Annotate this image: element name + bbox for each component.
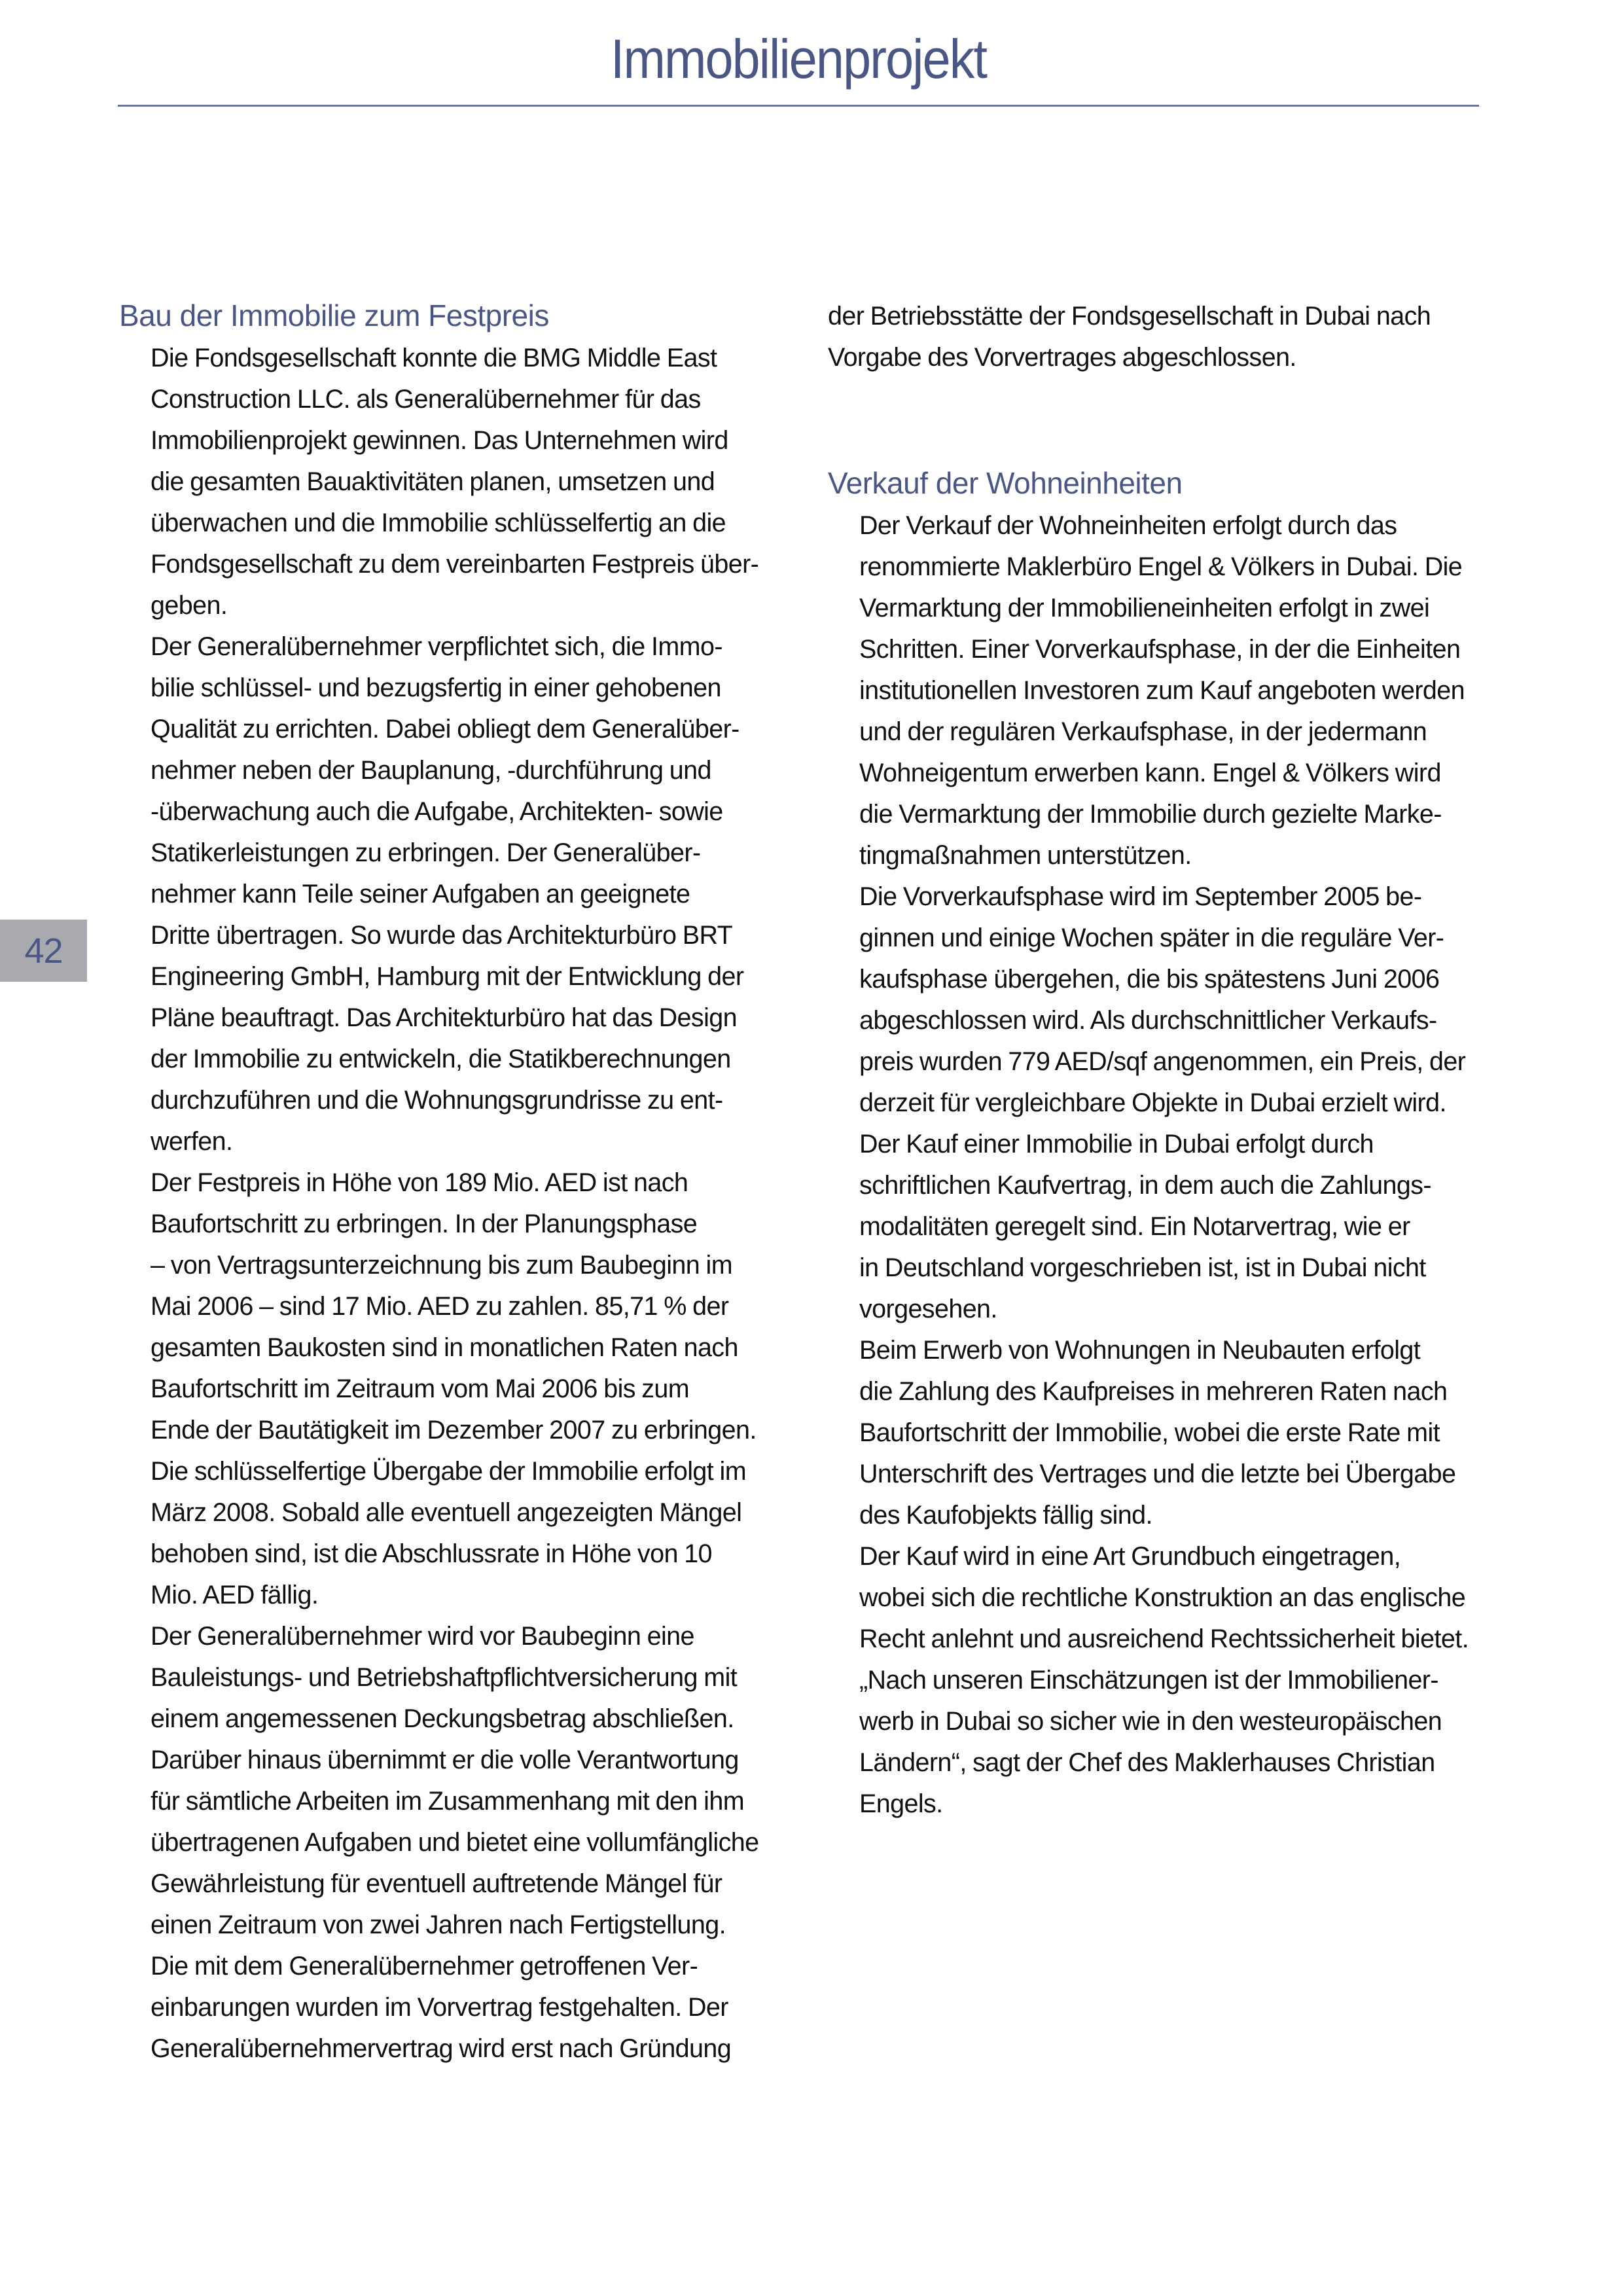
body-paragraph	[119, 626, 787, 1162]
body-paragraph	[828, 1330, 1495, 1536]
text-line: Die Vorverkaufsphase wird im September 2005 be-	[859, 882, 1422, 911]
body-paragraph	[828, 1124, 1495, 1330]
text-line: die Zahlung des Kaufpreises in mehreren Raten nach	[859, 1377, 1448, 1406]
text-line: einen Zeitraum von zwei Jahren nach Fertigstellung.	[151, 1910, 726, 1939]
text-line: Mai 2006 – sind 17 Mio. AED zu zahlen. 85,71 % der	[151, 1292, 729, 1321]
left-column	[119, 296, 787, 2070]
text-line: Die mit dem Generalübernehmer getroffenen Ver-	[151, 1952, 698, 1981]
text-line: wobei sich die rechtliche Konstruktion an das englische	[859, 1583, 1466, 1612]
text-line: Schritten. Einer Vorverkaufsphase, in der die Einheiten	[859, 635, 1461, 664]
section-heading-festpreis: Bau der Immobilie zum Festpreis	[119, 298, 549, 332]
text-line: nehmer neben der Bauplanung, -durchführung und	[151, 756, 711, 785]
right-column	[828, 296, 1495, 1825]
body-paragraph	[828, 876, 1495, 1124]
text-line: Der Generalübernehmer verpflichtet sich, die Immo-	[151, 632, 722, 661]
text-line: gesamten Baukosten sind in monatlichen Raten nach	[151, 1333, 738, 1362]
text-line: Der Generalübernehmer wird vor Baubeginn eine	[151, 1622, 694, 1651]
text-line: und der regulären Verkaufsphase, in der jedermann	[859, 717, 1427, 746]
text-line: renommierte Maklerbüro Engel & Völkers in Dubai. Die	[859, 552, 1463, 581]
right-paragraphs	[828, 505, 1495, 1825]
text-line: die Vermarktung der Immobilie durch gezielte Marke-	[859, 800, 1442, 829]
text-line: kaufsphase übergehen, die bis spätestens Juni 2006	[859, 965, 1440, 994]
body-paragraph	[119, 1616, 787, 1946]
text-line: überwachen und die Immobilie schlüsselfertig an die	[151, 509, 726, 537]
text-line: Baufortschritt der Immobilie, wobei die erste Rate mit	[859, 1418, 1440, 1447]
body-paragraph	[119, 1946, 787, 2070]
text-line: Die Fondsgesellschaft konnte die BMG Middle East	[151, 344, 717, 372]
text-line: bilie schlüssel- und bezugsfertig in einer gehobenen	[151, 673, 721, 702]
text-line: Recht anlehnt und ausreichend Rechtssicherheit bietet.	[859, 1624, 1469, 1653]
text-line: tingmaßnahmen unterstützen.	[859, 841, 1192, 870]
page-number-box	[0, 920, 87, 982]
body-paragraph	[828, 296, 1495, 378]
text-line: Bauleistungs- und Betriebshaftpflichtversicherung mit	[151, 1663, 738, 1692]
body-paragraph	[828, 1536, 1495, 1825]
text-line: Generalübernehmervertrag wird erst nach Gründung	[151, 2034, 732, 2063]
text-line: Engels.	[859, 1789, 943, 1818]
text-line: Vorgabe des Vorvertrages abgeschlossen.	[828, 343, 1296, 372]
text-line: Der Verkauf der Wohneinheiten erfolgt durch das	[859, 511, 1397, 540]
text-line: geben.	[151, 591, 228, 620]
text-line: werfen.	[151, 1127, 233, 1156]
text-line: abgeschlossen wird. Als durchschnittlicher Verkaufs-	[859, 1006, 1437, 1035]
text-line: derzeit für vergleichbare Objekte in Dubai erzielt wird.	[859, 1088, 1446, 1117]
text-line: modalitäten geregelt sind. Ein Notarvertrag, wie er	[859, 1212, 1410, 1241]
body-paragraph	[119, 338, 787, 626]
text-line: nehmer kann Teile seiner Aufgaben an geeignete	[151, 880, 690, 908]
text-line: Engineering GmbH, Hamburg mit der Entwicklung der	[151, 962, 744, 991]
text-line: durchzuführen und die Wohnungsgrundrisse zu ent-	[151, 1086, 723, 1115]
text-line: Statikerleistungen zu erbringen. Der Generalüber-	[151, 838, 701, 867]
text-line: institutionellen Investoren zum Kauf angeboten werden	[859, 676, 1465, 705]
text-line: -überwachung auch die Aufgabe, Architekten- sowie	[151, 797, 723, 826]
body-paragraph	[119, 1162, 787, 1616]
text-line: Construction LLC. als Generalübernehmer für das	[151, 385, 701, 414]
text-line: Ende der Bautätigkeit im Dezember 2007 zu erbringen.	[151, 1416, 757, 1444]
text-line: Baufortschritt zu erbringen. In der Planungsphase	[151, 1210, 698, 1238]
text-line: Der Kauf einer Immobilie in Dubai erfolgt durch	[859, 1130, 1374, 1158]
text-line: Fondsgesellschaft zu dem vereinbarten Festpreis über-	[151, 550, 759, 579]
text-line: schriftlichen Kaufvertrag, in dem auch die Zahlungs-	[859, 1171, 1431, 1200]
text-line: – von Vertragsunterzeichnung bis zum Baubeginn im	[151, 1251, 733, 1280]
text-line: preis wurden 779 AED/sqf angenommen, ein Preis, der	[859, 1047, 1466, 1076]
text-line: in Deutschland vorgeschrieben ist, ist in Dubai nicht	[859, 1253, 1426, 1282]
text-line: ginnen und einige Wochen später in die reguläre Ver-	[859, 924, 1444, 952]
text-line: des Kaufobjekts fällig sind.	[859, 1501, 1152, 1530]
text-line: März 2008. Sobald alle eventuell angezeigten Mängel	[151, 1498, 742, 1527]
text-line: der Betriebsstätte der Fondsgesellschaft in Dubai nach	[828, 302, 1431, 331]
section-spacer	[828, 378, 1495, 463]
text-line: Die schlüsselfertige Übergabe der Immobilie erfolgt im	[151, 1457, 747, 1486]
text-line: Beim Erwerb von Wohnungen in Neubauten erfolgt	[859, 1336, 1421, 1365]
text-line: Mio. AED fällig.	[151, 1581, 319, 1609]
text-line: Der Festpreis in Höhe von 189 Mio. AED ist nach	[151, 1168, 688, 1197]
body-paragraph	[828, 505, 1495, 876]
text-line: Pläne beauftragt. Das Architekturbüro hat das Design	[151, 1003, 737, 1032]
running-title: Immobilienprojekt	[610, 28, 987, 90]
text-line: Immobilienprojekt gewinnen. Das Unternehmen wird	[151, 426, 728, 455]
text-line: vorgesehen.	[859, 1295, 997, 1323]
text-line: Der Kauf wird in eine Art Grundbuch eingetragen,	[859, 1542, 1401, 1571]
text-line: Unterschrift des Vertrages und die letzte bei Übergabe	[859, 1460, 1456, 1488]
text-line: Dritte übertragen. So wurde das Architekturbüro BRT	[151, 921, 733, 950]
text-line: einem angemessenen Deckungsbetrag abschließen.	[151, 1704, 734, 1733]
section-heading-verkauf: Verkauf der Wohneinheiten	[828, 466, 1183, 500]
text-line: einbarungen wurden im Vorvertrag festgehalten. Der	[151, 1993, 728, 2022]
text-line: die gesamten Bauaktivitäten planen, umsetzen und	[151, 467, 715, 496]
text-line: für sämtliche Arbeiten im Zusammenhang mit den ihm	[151, 1787, 745, 1816]
text-line: werb in Dubai so sicher wie in den westeuropäischen	[859, 1707, 1442, 1736]
text-line: Baufortschritt im Zeitraum vom Mai 2006 bis zum	[151, 1374, 690, 1403]
text-line: „Nach unseren Einschätzungen ist der Immobiliener-	[859, 1666, 1438, 1695]
header-rule	[118, 105, 1479, 107]
text-line: Ländern“, sagt der Chef des Maklerhauses Christian	[859, 1748, 1435, 1777]
continuation-paragraph	[828, 296, 1495, 378]
text-line: Vermarktung der Immobilieneinheiten erfolgt in zwei	[859, 594, 1430, 622]
text-line: Qualität zu errichten. Dabei obliegt dem Generalüber-	[151, 715, 740, 744]
text-line: Gewährleistung für eventuell auftretende Mängel für	[151, 1869, 722, 1898]
text-line: Darüber hinaus übernimmt er die volle Verantwortung	[151, 1746, 739, 1774]
text-line: behoben sind, ist die Abschlussrate in Höhe von 10	[151, 1539, 712, 1568]
left-paragraphs	[119, 338, 787, 2070]
text-line: der Immobilie zu entwickeln, die Statikberechnungen	[151, 1045, 731, 1073]
page-number: 42	[24, 931, 63, 971]
text-line: Wohneigentum erwerben kann. Engel & Völkers wird	[859, 759, 1441, 787]
text-line: übertragenen Aufgaben und bietet eine vollumfängliche	[151, 1828, 759, 1857]
